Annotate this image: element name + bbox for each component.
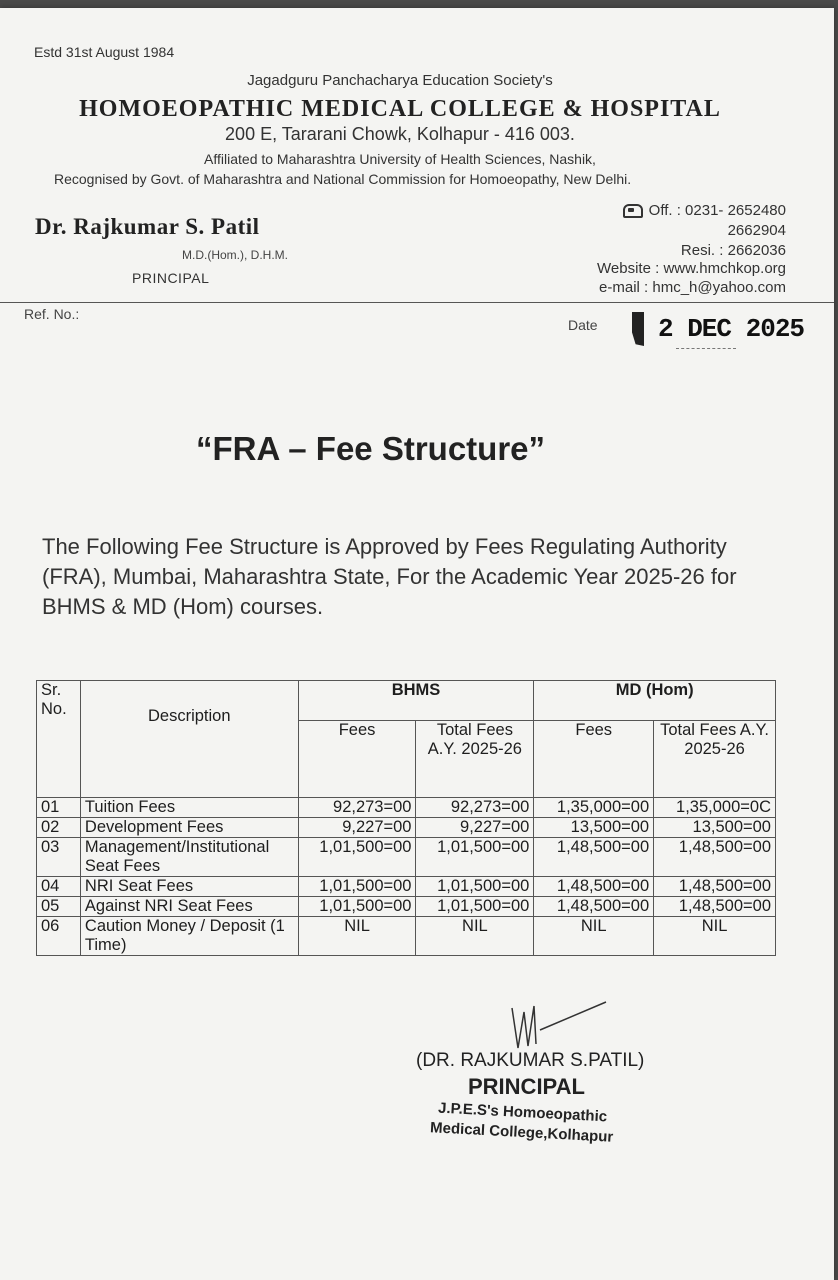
- bhms-fees-header: Fees: [298, 720, 416, 797]
- college-name: HOMOEOPATHIC MEDICAL COLLEGE & HOSPITAL: [79, 96, 721, 122]
- email: e-mail : hmc_h@yahoo.com: [599, 279, 786, 296]
- letter-page: [0, 8, 834, 1280]
- md-fees-cell: 1,48,500=00: [534, 877, 654, 897]
- md-fees-cell: NIL: [534, 917, 654, 956]
- office-phone: [623, 202, 786, 219]
- society-name: Jagadguru Panchacharya Education Society's: [247, 72, 553, 89]
- document-heading: “FRA – Fee Structure”: [196, 430, 546, 467]
- md-total-cell: NIL: [654, 917, 776, 956]
- description-cell: Development Fees: [80, 818, 298, 838]
- signatory-stamp-line-1: J.P.E.S's Homoeopathic: [437, 1099, 608, 1126]
- date-label: Date: [568, 317, 598, 333]
- table-row: [37, 897, 776, 917]
- bhms-fees-cell: 1,01,500=00: [298, 897, 416, 917]
- signatory-name: (DR. RAJKUMAR S.PATIL): [416, 1050, 645, 1071]
- md-fees-cell: 13,500=00: [534, 818, 654, 838]
- date-underline: [676, 348, 736, 349]
- md-total-header: Total Fees A.Y. 2025-26: [654, 720, 776, 797]
- signatory-role: PRINCIPAL: [468, 1074, 585, 1099]
- affiliation-line: Affiliated to Maharashtra University of Health Sciences, Nashik,: [204, 151, 596, 167]
- reference-number-label: Ref. No.:: [24, 306, 80, 322]
- bhms-fees-cell: 9,227=00: [298, 818, 416, 838]
- sr-cell: 01: [37, 798, 81, 818]
- sr-cell: 05: [37, 897, 81, 917]
- office-phone-2: 2662904: [727, 222, 786, 239]
- college-address: 200 E, Tararani Chowk, Kolhapur - 416 003.: [225, 124, 575, 144]
- md-fees-cell: 1,48,500=00: [534, 897, 654, 917]
- office-phone-text: Off. : 0231- 2652480: [648, 202, 786, 219]
- md-group-header: MD (Hom): [534, 681, 776, 721]
- established-date: Estd 31st August 1984: [34, 44, 175, 60]
- principal-qualification: M.D.(Hom.), D.H.M.: [182, 248, 288, 262]
- md-total-cell: 1,48,500=00: [654, 897, 776, 917]
- bhms-fees-cell: 1,01,500=00: [298, 838, 416, 877]
- website: Website : www.hmchkop.org: [597, 260, 786, 277]
- table-row: [37, 838, 776, 877]
- bhms-total-cell: 9,227=00: [416, 818, 534, 838]
- intro-paragraph: The Following Fee Structure is Approved by Fees Regulating Authority (FRA), Mumbai, Maharashtra State, For the Academic Year 2025-26 for BHMS & MD (Hom) courses.: [42, 534, 737, 619]
- date-stamp: 2 DEC 2025: [658, 314, 805, 344]
- description-cell: Caution Money / Deposit (1 Time): [80, 917, 298, 956]
- bhms-total-cell: NIL: [416, 917, 534, 956]
- table-row: [37, 917, 776, 956]
- bhms-total-cell: 92,273=00: [416, 798, 534, 818]
- header-divider: [0, 302, 834, 303]
- bhms-total-cell: 1,01,500=00: [416, 838, 534, 877]
- bhms-fees-cell: 1,01,500=00: [298, 877, 416, 897]
- principal-name: Dr. Rajkumar S. Patil: [35, 214, 260, 239]
- description-header: Description: [80, 681, 298, 798]
- md-fees-cell: 1,35,000=00: [534, 798, 654, 818]
- description-cell: Against NRI Seat Fees: [80, 897, 298, 917]
- description-cell: NRI Seat Fees: [80, 877, 298, 897]
- sr-cell: 03: [37, 838, 81, 877]
- residence-phone: Resi. : 2662036: [680, 242, 786, 259]
- fee-structure-table: [36, 680, 776, 956]
- recognition-line: Recognised by Govt. of Maharashtra and National Commission for Homoeopathy, New Delhi.: [54, 171, 632, 187]
- sr-cell: 06: [37, 917, 81, 956]
- table-row: [37, 798, 776, 818]
- md-total-cell: 1,48,500=00: [654, 838, 776, 877]
- signatory-stamp-line-2: Medical College,Kolhapur: [429, 1119, 614, 1146]
- table-row: [37, 818, 776, 838]
- bhms-fees-cell: 92,273=00: [298, 798, 416, 818]
- table-header-row: [37, 681, 776, 721]
- bhms-total-cell: 1,01,500=00: [416, 897, 534, 917]
- sr-cell: 04: [37, 877, 81, 897]
- description-cell: Tuition Fees: [80, 798, 298, 818]
- sr-cell: 02: [37, 818, 81, 838]
- md-total-cell: 1,35,000=0C: [654, 798, 776, 818]
- md-fees-header: Fees: [534, 720, 654, 797]
- sr-no-header: Sr. No.: [37, 681, 81, 798]
- bhms-total-header: Total Fees A.Y. 2025-26: [416, 720, 534, 797]
- md-total-cell: 13,500=00: [654, 818, 776, 838]
- md-fees-cell: 1,48,500=00: [534, 838, 654, 877]
- bhms-fees-cell: NIL: [298, 917, 416, 956]
- table-row: [37, 877, 776, 897]
- md-total-cell: 1,48,500=00: [654, 877, 776, 897]
- phone-icon: [623, 204, 643, 218]
- description-cell: Management/Institutional Seat Fees: [80, 838, 298, 877]
- bhms-group-header: BHMS: [298, 681, 534, 721]
- principal-role: PRINCIPAL: [132, 270, 210, 286]
- date-stamp-mark: [632, 312, 644, 346]
- bhms-total-cell: 1,01,500=00: [416, 877, 534, 897]
